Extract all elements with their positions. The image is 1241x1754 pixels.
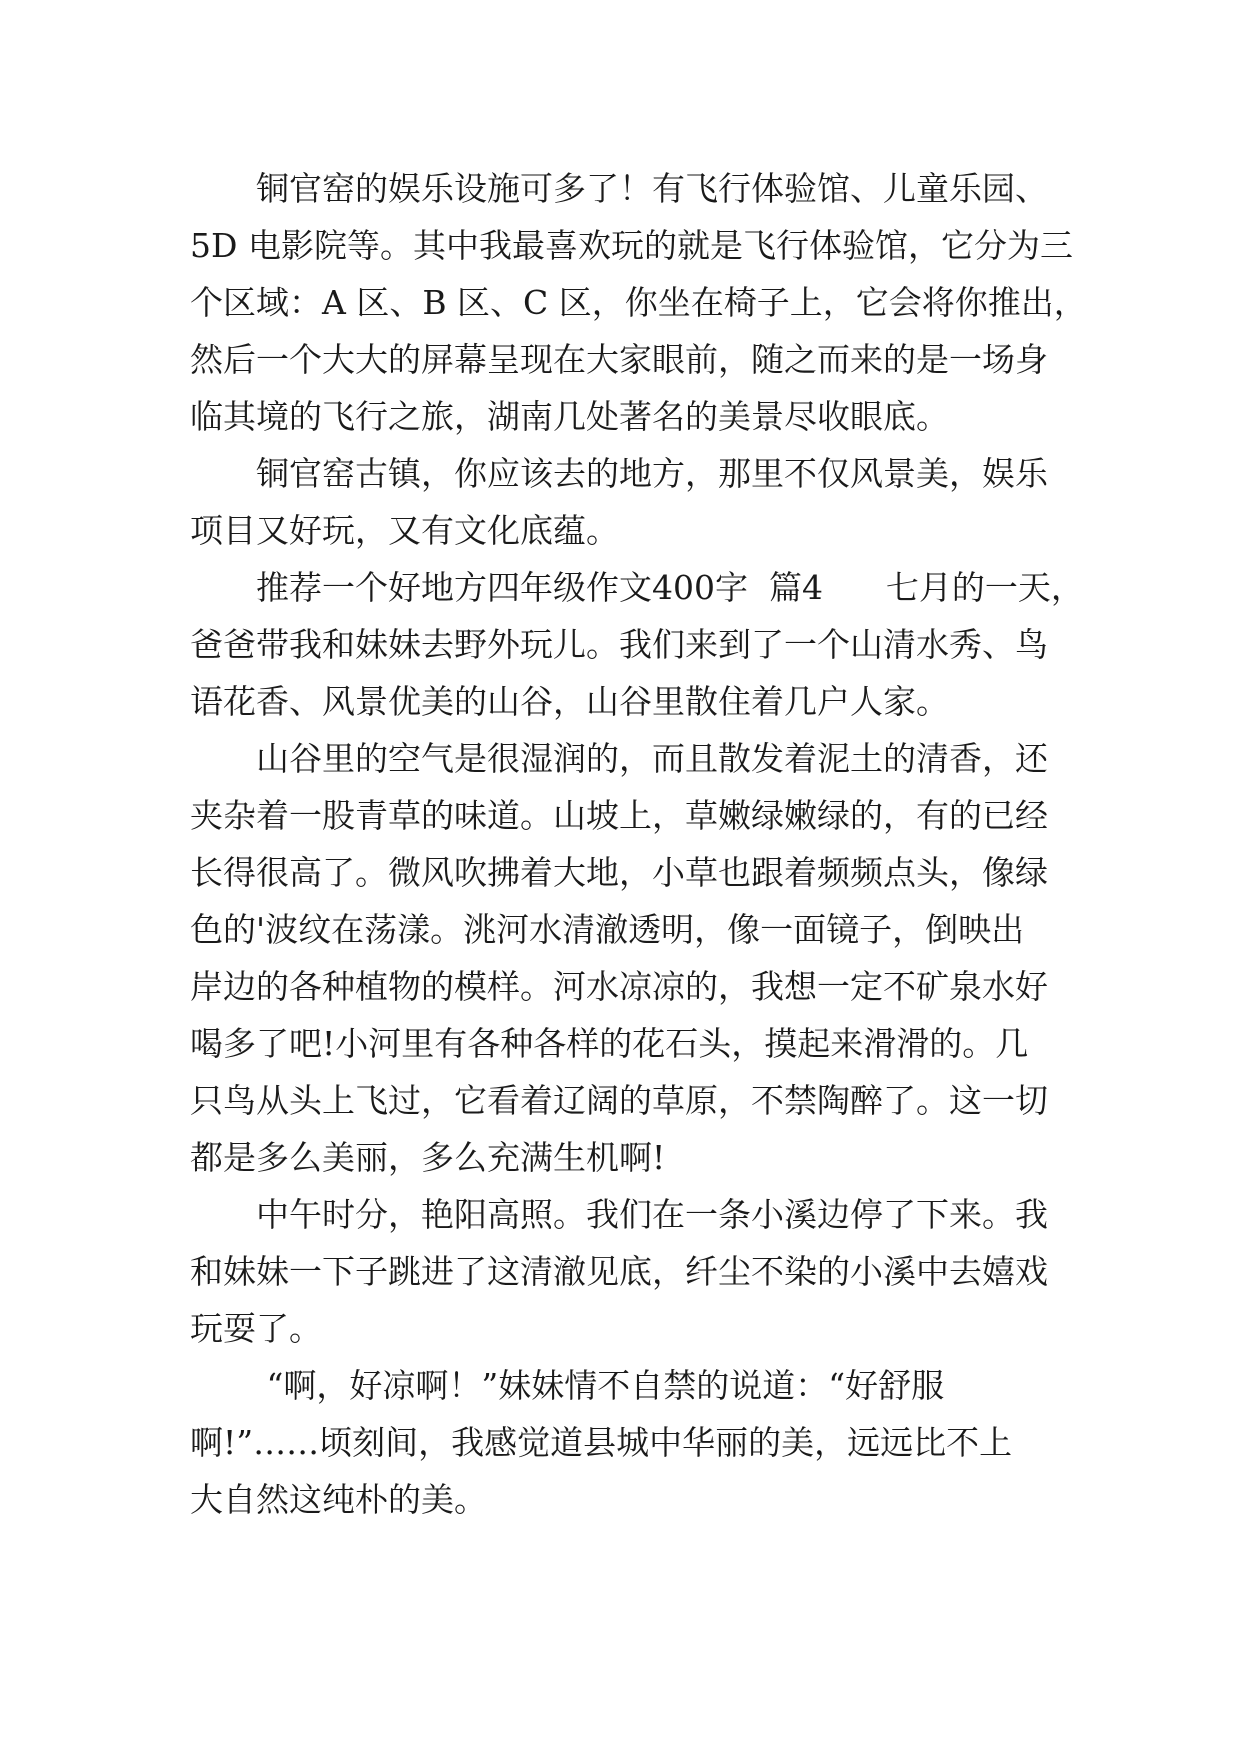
text-line: 和妹妹一下子跳进了这清澈见底，纤尘不染的小溪中去嬉戏 xyxy=(190,1252,1048,1291)
text-line: 临其境的飞行之旅，湖南几处著名的美景尽收眼底。 xyxy=(190,397,949,436)
text-line: 色的'波纹在荡漾。洮河水清澈透明，像一面镜子，倒映出 xyxy=(190,910,1025,949)
text-line: 铜官窑古镇，你应该去的地方，那里不仅风景美，娱乐 xyxy=(256,454,1048,493)
text-line: 岸边的各种植物的模样。河水凉凉的，我想一定不矿泉水好 xyxy=(190,967,1048,1006)
text-line: 语花香、风景优美的山谷，山谷里散住着几户人家。 xyxy=(190,682,949,721)
text-line: 只鸟从头上飞过，它看着辽阔的草原，不禁陶醉了。这一切 xyxy=(190,1081,1048,1120)
paragraph-6 xyxy=(190,1357,1070,1528)
text-line: 个区域：A 区、B 区、C 区，你坐在椅子上，它会将你推出， xyxy=(190,283,1087,322)
text-line: 然后一个大大的屏幕呈现在大家眼前，随之而来的是一场身 xyxy=(190,340,1048,379)
document-body xyxy=(190,160,1087,1528)
text-line: 都是多么美丽，多么充满生机啊! xyxy=(190,1138,666,1177)
text-line: 爸爸带我和妹妹去野外玩儿。我们来到了一个山清水秀、鸟 xyxy=(190,625,1048,664)
paragraph-1 xyxy=(190,160,1087,445)
text-line: 玩耍了。 xyxy=(190,1309,322,1348)
text-line: 啊!”……顷刻间，我感觉道县城中华丽的美，远远比不上 xyxy=(190,1423,1013,1462)
paragraph-4 xyxy=(190,730,1070,1186)
paragraph-3 xyxy=(190,559,1084,730)
text-line: 5D 电影院等。其中我最喜欢玩的就是飞行体验馆，它分为三 xyxy=(190,226,1073,265)
text-line: 山谷里的空气是很湿润的，而且散发着泥土的清香，还 xyxy=(256,739,1048,778)
text-line: 夹杂着一股青草的味道。山坡上，草嫩绿嫩绿的，有的已经 xyxy=(190,796,1048,835)
paragraph-2 xyxy=(190,445,1070,559)
text-line: 推荐一个好地方四年级作文400字 篇4 七月的一天， xyxy=(256,568,1084,607)
text-line: 喝多了吧!小河里有各种各样的花石头，摸起来滑滑的。几 xyxy=(190,1024,1029,1063)
text-line: 铜官窑的娱乐设施可多了！有飞行体验馆、儿童乐园、 xyxy=(256,169,1048,208)
text-line: 长得很高了。微风吹拂着大地，小草也跟着频频点头，像绿 xyxy=(190,853,1048,892)
text-line: “啊，好凉啊！”妹妹情不自禁的说道：“好舒服 xyxy=(256,1366,945,1405)
text-line: 大自然这纯朴的美。 xyxy=(190,1480,487,1519)
paragraph-5 xyxy=(190,1186,1070,1357)
text-line: 中午时分，艳阳高照。我们在一条小溪边停了下来。我 xyxy=(256,1195,1048,1234)
text-line: 项目又好玩，又有文化底蕴。 xyxy=(190,511,619,550)
